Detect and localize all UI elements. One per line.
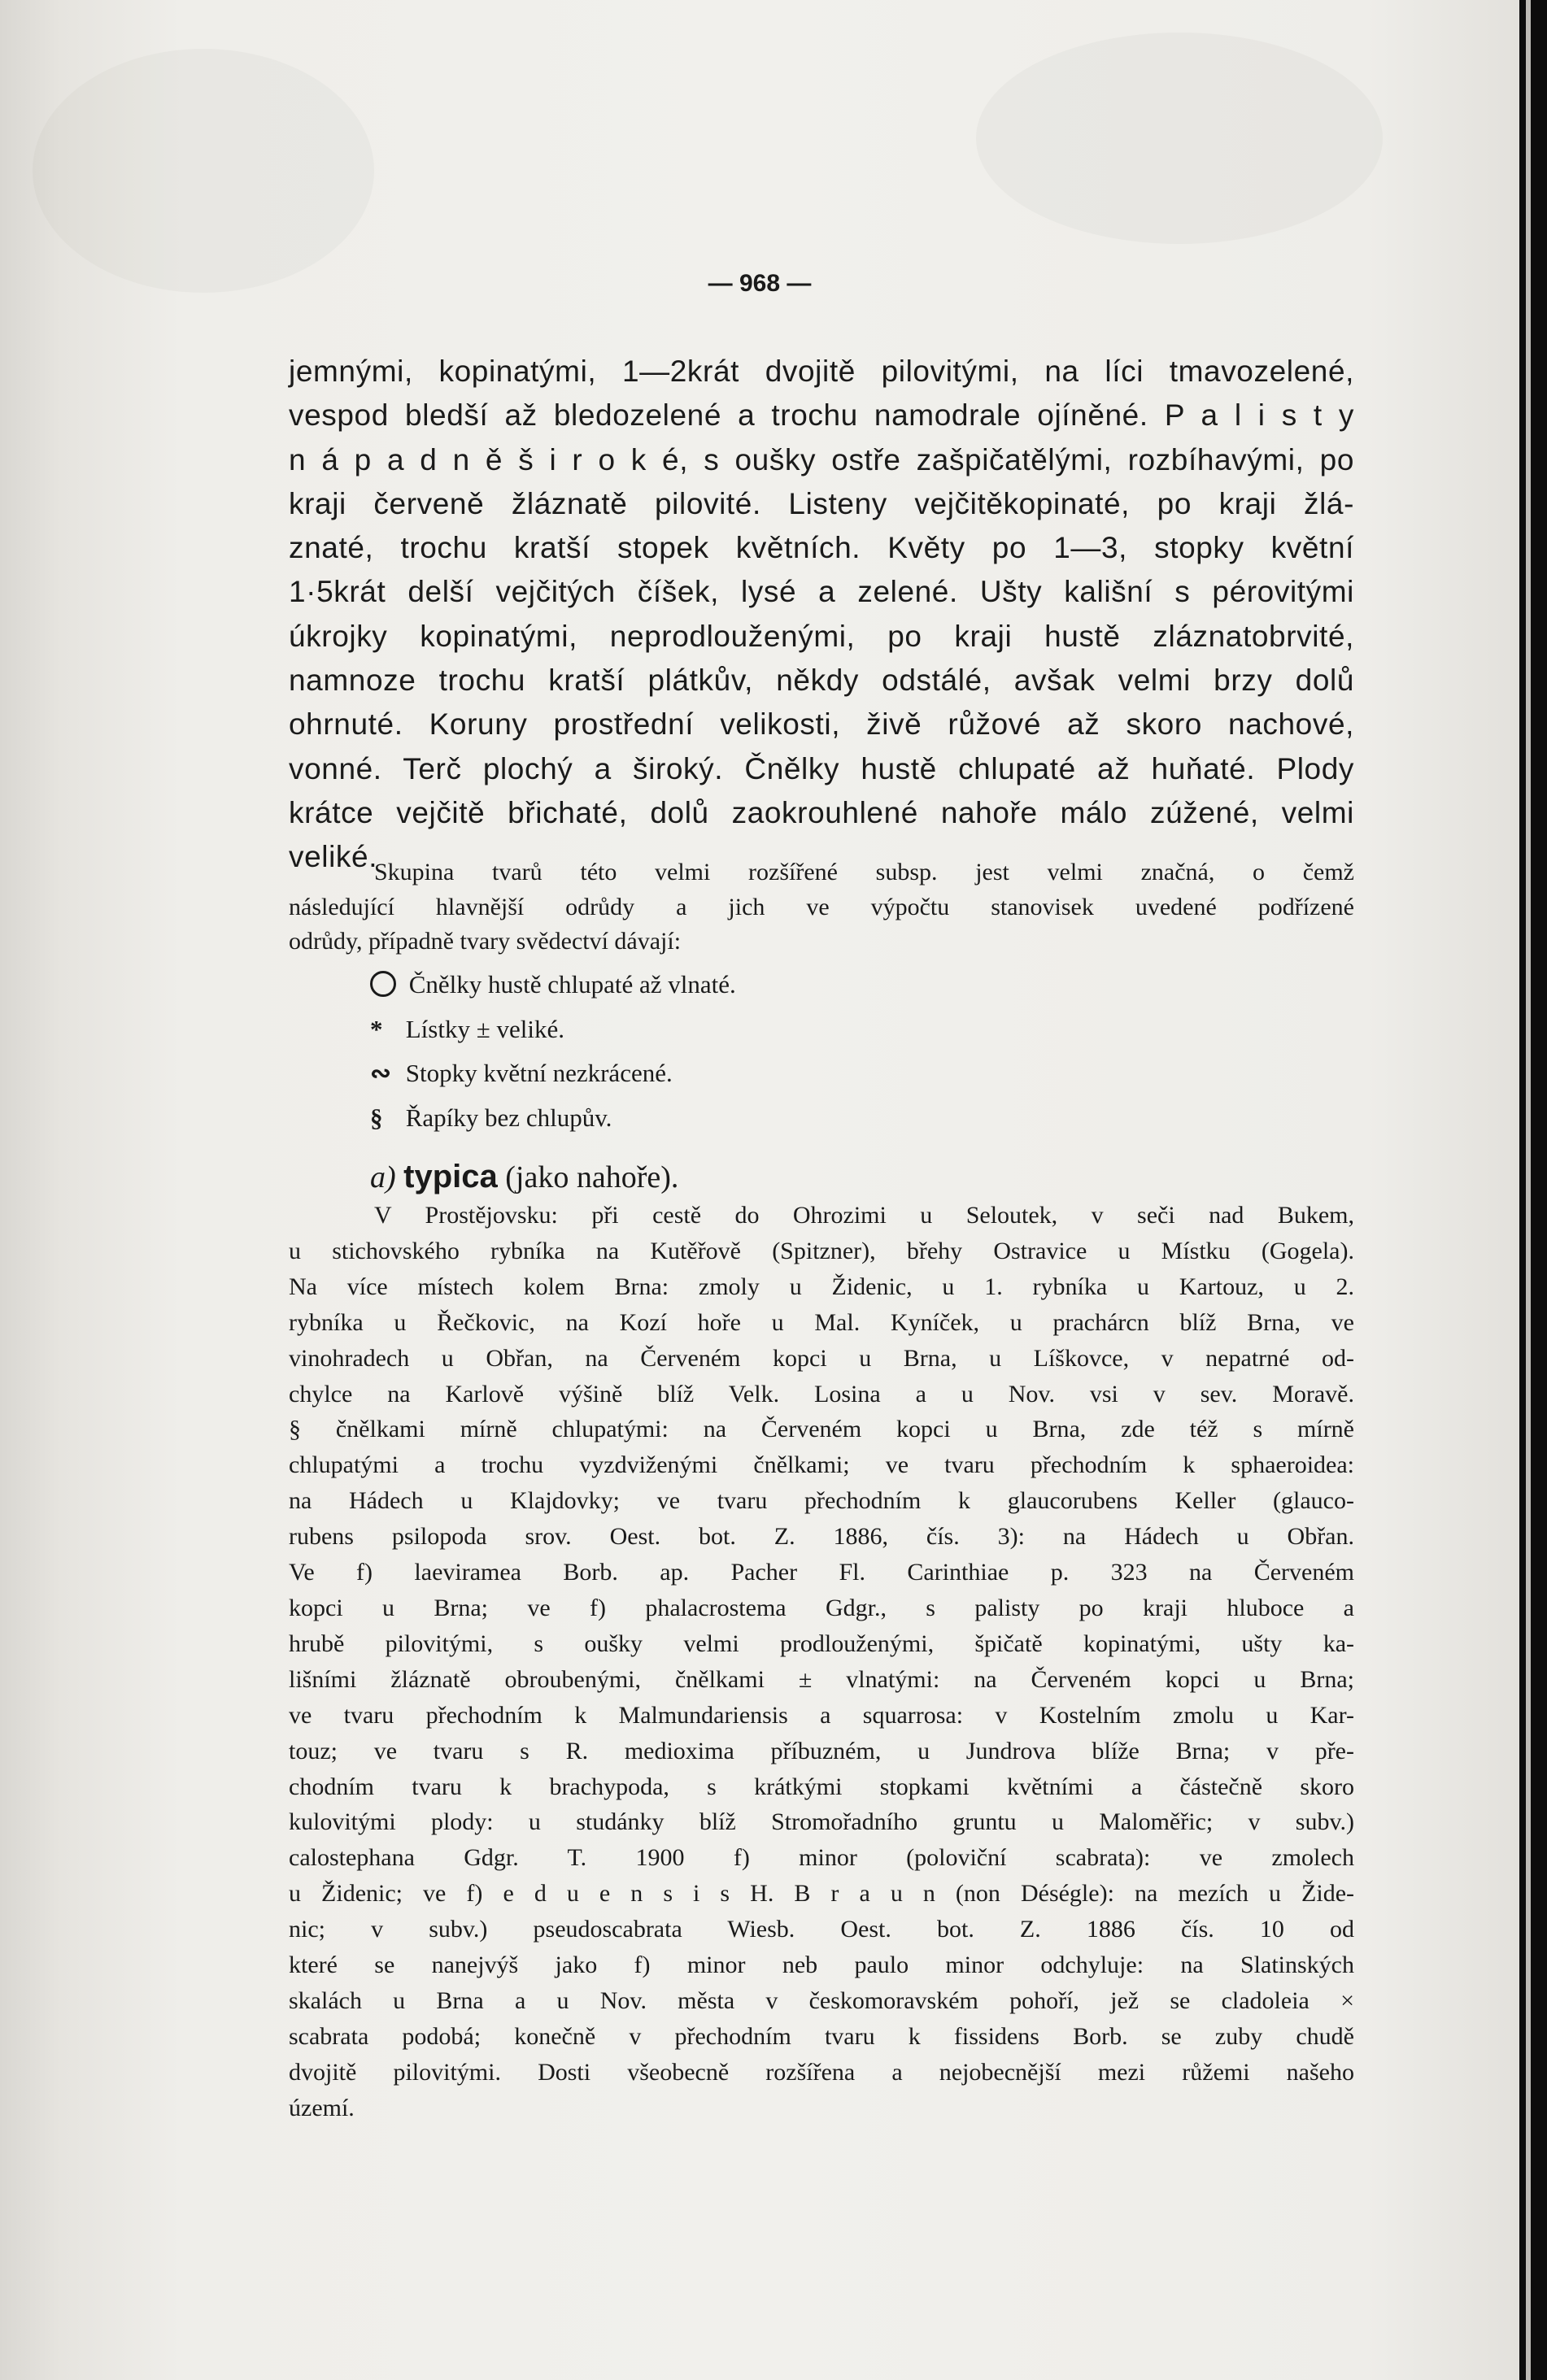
text-line: ve tvaru přechodním k Malmundariensis a squarrosa: v Kostelním zmolu u Kar- [289,1701,1354,1729]
text-line: u Židenic; ve f) e d u e n s i s H. B r a u n (non Déségle): na mezích u Žide- [289,1880,1354,1908]
legend-text: Lístky ± veliké. [405,1014,564,1043]
text-line: scabrata podobá; konečně v přechodním tvaru k fissidens Borb. se zuby chudě [289,2022,1354,2050]
intro-paragraph [289,855,1354,959]
text-line: na Hádech u Klajdovky; ve tvaru přechodním k glaucorubens Keller (glauco- [289,1487,1354,1515]
legend-item [370,1007,736,1052]
legend-text: Stopky květní nezkrácené. [405,1059,673,1087]
symbol-legend [370,963,736,1140]
text-line: rubens psilopoda srov. Oest. bot. Z. 1886, čís. 3): na Hádech u Obřan. [289,1523,1354,1551]
text-line: ohrnuté. Koruny prostřední velikosti, živě růžové až skoro nachové, [289,707,1354,742]
paper-stain [33,49,374,293]
text-line: touz; ve tvaru s R. medioxima příbuzném, u Jundrova blíže Brna; v pře- [289,1737,1354,1764]
text-line: úkrojky kopinatými, neprodlouženými, po kraji hustě zláznatobrvité, [289,619,1354,653]
text-line: lišními žláznatě obroubenými, čnělkami ± vlnatými: na Červeném kopci u Brna; [289,1665,1354,1693]
text-line: veliké. [289,840,378,874]
text-line: dvojitě pilovitými. Dosti všeobecně rozšířena a nejobecnější mezi růžemi našeho [289,2058,1354,2086]
text-line: vinohradech u Obřan, na Červeném kopci u Brna, u Líškovce, v nepatrné od- [289,1344,1354,1372]
text-line: u stichovského rybníka na Kutěřově (Spitzner), břehy Ostravice u Místku (Gogela). [289,1237,1354,1264]
section-icon: § [370,1103,383,1132]
scan-edge [1519,0,1547,2380]
variety-letter: a) [370,1160,396,1194]
legend-item [370,963,736,1007]
circle-icon [370,971,396,997]
text-line: vonné. Terč plochý a široký. Čnělky hustě chlupaté až huňaté. Plody [289,751,1354,785]
tilde-icon: ∾ [370,1059,391,1087]
text-line: chodním tvaru k brachypoda, s krátkými stopkami květními a částečně skoro [289,1773,1354,1800]
text-line: kulovitými plody: u studánky blíž Stromořadního gruntu u Maloměřic; v subv.) [289,1808,1354,1836]
variety-heading [370,1156,678,1198]
text-line: krátce vejčitě břichaté, dolů zaokrouhlené nahoře málo zúžené, velmi [289,795,1354,829]
text-line: 1·5krát delší vejčitých číšek, lysé a zelené. Ušty kališní s pérovitými [289,575,1354,609]
legend-item [370,1096,736,1141]
page-number: — 968 — [708,270,812,297]
text-line: území. [289,2094,355,2121]
text-line: chylce na Karlově výšině blíž Velk. Losina a u Nov. vsi v sev. Moravě. [289,1380,1354,1408]
page-edge-strip [1526,0,1531,2380]
legend-text: Řapíky bez chlupův. [405,1103,612,1132]
text-line: Ve f) laeviramea Borb. ap. Pacher Fl. Carinthiae p. 323 na Červeném [289,1559,1354,1586]
asterisk-icon: * [370,1014,383,1043]
text-line: V Prostějovsku: při cestě do Ohrozimi u Seloutek, v seči nad Bukem, [374,1202,1354,1229]
text-line: následující hlavnější odrůdy a jich ve výpočtu stanovisek uvedené podřízené [289,893,1354,920]
legend-item [370,1051,736,1096]
text-line: rybníka u Řečkovic, na Kozí hoře u Mal. Kyníček, u prachárcn blíž Brna, ve [289,1308,1354,1336]
text-line: hrubě pilovitými, s oušky velmi prodlouženými, špičatě kopinatými, ušty ka- [289,1629,1354,1657]
text-line: kraji červeně žláznatě pilovité. Listeny vejčitěkopinaté, po kraji žlá- [289,486,1354,520]
text-line: calostephana Gdgr. T. 1900 f) minor (poloviční scabrata): ve zmolech [289,1844,1354,1872]
paper-stain [976,33,1383,244]
text-line: chlupatými a trochu vyzdviženými čnělkami; ve tvaru přechodním k sphaeroidea: [289,1451,1354,1479]
text-line: odrůdy, případně tvary svědectví dávají: [289,928,682,955]
text-line: které se nanejvýš jako f) minor neb paulo minor odchyluje: na Slatinských [289,1951,1354,1979]
species-description [289,350,1354,880]
text-line: n á p a d n ě š i r o k é, s oušky ostře zašpičatělými, rozbíhavými, po [289,442,1354,476]
text-line: Na více místech kolem Brna: zmoly u Židenic, u 1. rybníka u Kartouz, u 2. [289,1273,1354,1300]
text-line: skalách u Brna a u Nov. města v českomoravském pohoří, jež se cladoleia × [289,1986,1354,2014]
localities-paragraph [289,1198,1354,2126]
legend-text: Čnělky hustě chlupaté až vlnaté. [408,970,736,999]
text-line: nic; v subv.) pseudoscabrata Wiesb. Oest. bot. Z. 1886 čís. 10 od [289,1916,1354,1943]
text-line: vespod bledší až bledozelené a trochu namodrale ojíněné. P a l i s t y [289,398,1354,433]
variety-name: typica [403,1159,498,1194]
text-line: namnoze trochu kratší plátkův, někdy odstálé, avšak velmi brzy dolů [289,664,1354,698]
text-line: § čnělkami mírně chlupatými: na Červeném kopci u Brna, zde též s mírně [289,1416,1354,1443]
text-line: Skupina tvarů této velmi rozšířené subsp. jest velmi značná, o čemž [374,859,1354,885]
variety-note: (jako nahoře). [505,1160,679,1194]
text-line: jemnými, kopinatými, 1—2krát dvojitě pilovitými, na líci tmavozelené, [289,355,1354,388]
text-line: znaté, trochu kratší stopek květních. Květy po 1—3, stopky květní [289,531,1354,565]
text-line: kopci u Brna; ve f) phalacrostema Gdgr., s palisty po kraji hluboce a [289,1594,1354,1621]
